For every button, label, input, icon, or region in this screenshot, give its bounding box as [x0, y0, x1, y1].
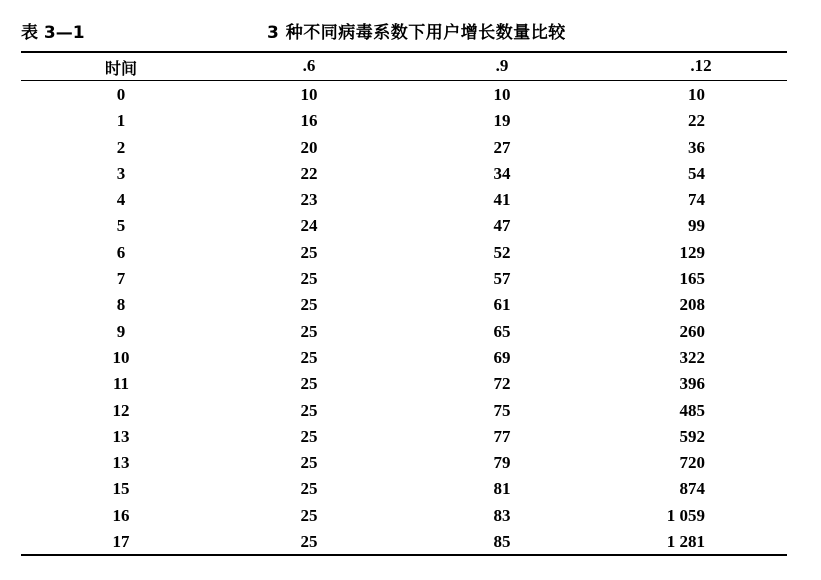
- cell-time: 15: [112, 479, 130, 499]
- cell-coefficient-12: 74: [688, 190, 705, 210]
- table-row: [21, 347, 787, 373]
- header-coefficient-6: .6: [302, 56, 316, 75]
- cell-coefficient-6: 16: [300, 111, 318, 131]
- cell-coefficient-6: 25: [300, 374, 318, 394]
- table-row: [21, 400, 787, 426]
- table-header-row: [21, 56, 787, 78]
- cell-coefficient-9: 47: [493, 216, 511, 236]
- cell-coefficient-9: 72: [493, 374, 511, 394]
- cell-coefficient-12: 165: [679, 269, 705, 289]
- table-row: [21, 505, 787, 531]
- cell-coefficient-9: 34: [493, 163, 511, 183]
- cell-coefficient-6: 25: [300, 453, 318, 473]
- cell-time: 11: [112, 374, 130, 394]
- cell-coefficient-6: 25: [300, 426, 318, 446]
- cell-time: 7: [116, 269, 126, 289]
- cell-coefficient-6: 10: [300, 85, 318, 104]
- table-row: [21, 452, 787, 478]
- table-row: [21, 84, 787, 110]
- cell-time: 0: [116, 85, 126, 104]
- cell-coefficient-12: 592: [679, 426, 705, 446]
- cell-coefficient-9: 83: [493, 505, 511, 525]
- cell-time: 3: [116, 163, 126, 183]
- cell-coefficient-12: 54: [688, 163, 705, 183]
- table-row: [21, 268, 787, 294]
- cell-coefficient-6: 22: [300, 163, 318, 183]
- cell-time: 5: [116, 216, 126, 236]
- table-row: [21, 294, 787, 320]
- cell-coefficient-9: 57: [493, 269, 511, 289]
- cell-coefficient-12: 260: [679, 321, 705, 341]
- cell-coefficient-9: 10: [493, 85, 511, 104]
- table-row: [21, 137, 787, 163]
- cell-coefficient-9: 19: [493, 111, 511, 131]
- cell-coefficient-6: 25: [300, 295, 318, 315]
- table-row: [21, 215, 787, 241]
- cell-coefficient-9: 77: [493, 426, 511, 446]
- cell-time: 2: [116, 137, 126, 157]
- table-row: [21, 478, 787, 504]
- cell-coefficient-6: 25: [300, 532, 318, 552]
- cell-time: 10: [112, 347, 130, 367]
- table-row: [21, 321, 787, 347]
- cell-coefficient-12: 485: [679, 400, 705, 420]
- cell-coefficient-9: 79: [493, 453, 511, 473]
- table-row: [21, 163, 787, 189]
- header-coefficient-9: .9: [495, 56, 509, 75]
- table-row: [21, 110, 787, 136]
- cell-coefficient-12: 208: [679, 295, 705, 315]
- cell-coefficient-9: 27: [493, 137, 511, 157]
- cell-coefficient-9: 75: [493, 400, 511, 420]
- cell-coefficient-6: 25: [300, 269, 318, 289]
- cell-coefficient-9: 85: [493, 532, 511, 552]
- table-body: [21, 84, 787, 557]
- cell-coefficient-12: 99: [688, 216, 705, 236]
- cell-coefficient-6: 25: [300, 505, 318, 525]
- cell-coefficient-9: 65: [493, 321, 511, 341]
- table-header-rule: [21, 80, 787, 81]
- cell-coefficient-6: 25: [300, 321, 318, 341]
- table-number: 表 3—1: [21, 23, 85, 43]
- cell-time: 12: [112, 400, 130, 420]
- cell-time: 9: [116, 321, 126, 341]
- cell-time: 1: [116, 111, 126, 131]
- cell-coefficient-9: 69: [493, 347, 511, 367]
- cell-time: 16: [112, 505, 130, 525]
- cell-coefficient-12: 396: [679, 374, 705, 394]
- cell-time: 8: [116, 295, 126, 315]
- table-top-rule: [21, 51, 787, 53]
- cell-coefficient-9: 81: [493, 479, 511, 499]
- cell-time: 4: [116, 190, 126, 210]
- cell-coefficient-6: 20: [300, 137, 318, 157]
- table-row: [21, 189, 787, 215]
- header-time: 时间: [104, 59, 137, 78]
- cell-coefficient-12: 22: [688, 111, 705, 131]
- cell-time: 13: [112, 426, 130, 446]
- cell-coefficient-6: 24: [300, 216, 318, 236]
- cell-coefficient-9: 52: [493, 242, 511, 262]
- table-row: [21, 242, 787, 268]
- cell-coefficient-6: 25: [300, 242, 318, 262]
- header-coefficient-12: .12: [690, 56, 712, 75]
- table-bottom-rule: [21, 554, 787, 556]
- cell-coefficient-12: 322: [679, 347, 705, 367]
- cell-coefficient-12: 1 059: [666, 505, 705, 525]
- cell-time: 17: [112, 532, 130, 552]
- cell-coefficient-12: 10: [688, 85, 705, 104]
- table-title: 3 种不同病毒系数下用户增长数量比较: [267, 23, 566, 43]
- cell-coefficient-6: 25: [300, 400, 318, 420]
- table-row: [21, 426, 787, 452]
- cell-coefficient-9: 61: [493, 295, 511, 315]
- table-caption: [21, 18, 785, 44]
- cell-coefficient-6: 25: [300, 479, 318, 499]
- cell-coefficient-6: 25: [300, 347, 318, 367]
- cell-time: 13: [112, 453, 130, 473]
- table-row: [21, 373, 787, 399]
- cell-coefficient-12: 129: [679, 242, 705, 262]
- cell-coefficient-12: 36: [688, 137, 705, 157]
- cell-coefficient-6: 23: [300, 190, 318, 210]
- cell-coefficient-12: 1 281: [666, 532, 705, 552]
- cell-coefficient-12: 874: [679, 479, 705, 499]
- cell-coefficient-9: 41: [493, 190, 511, 210]
- cell-coefficient-12: 720: [679, 453, 705, 473]
- cell-time: 6: [116, 242, 126, 262]
